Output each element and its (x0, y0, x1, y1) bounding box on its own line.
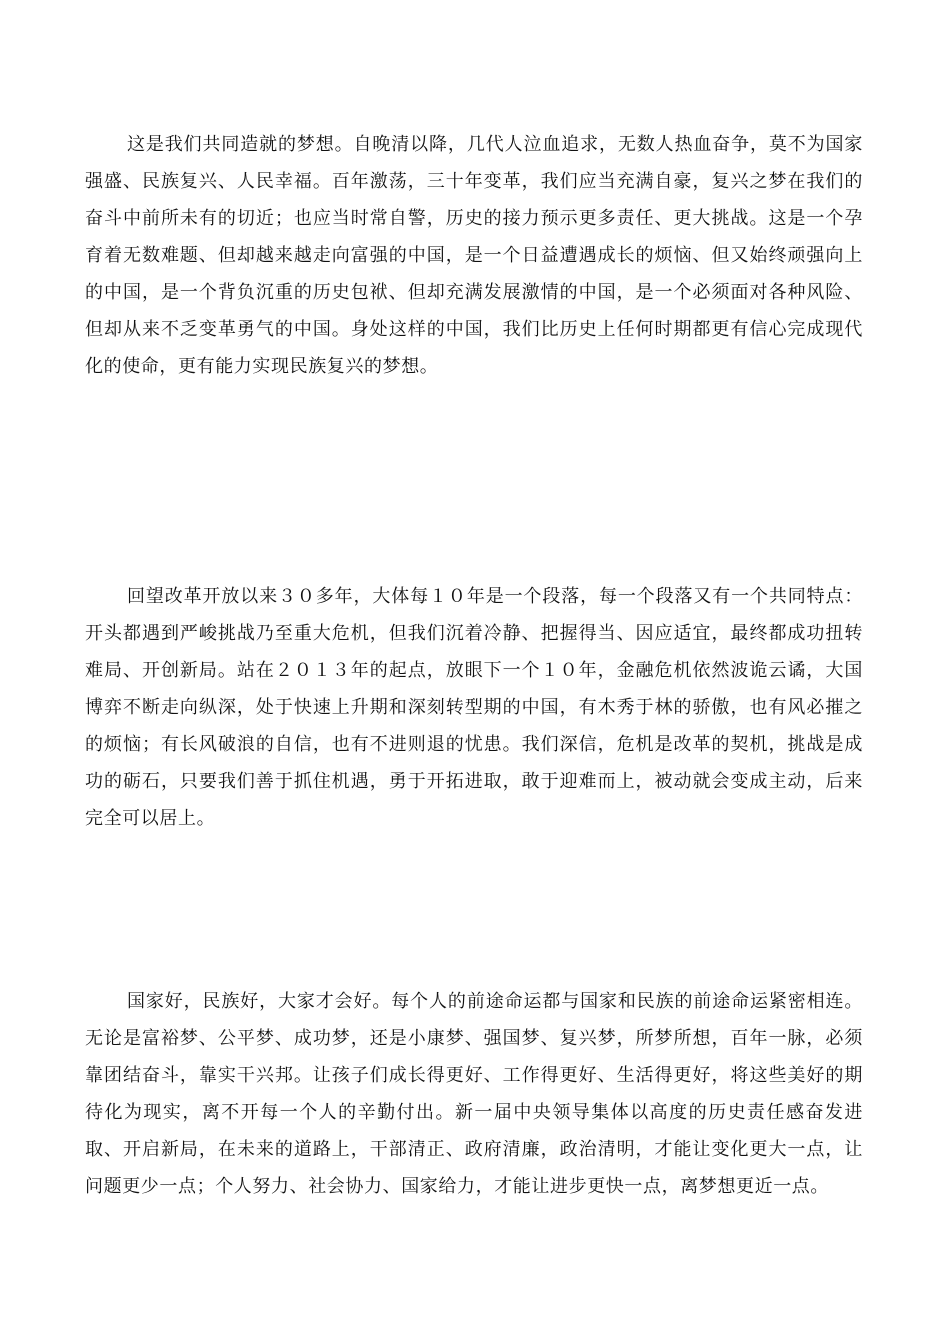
paragraph-2: 回望改革开放以来３０多年，大体每１０年是一个段落，每一个段落又有一个共同特点：开头都遇到严峻挑战乃至重大危机，但我们沉着冷静、把握得当、因应适宜，最终都成功扭转难局、开创新局。站在２０１３年的起点，放眼下一个１０年，金融危机依然波诡云谲，大国博弈不断走向纵深，处于快速上升期和深刻转型期的中国，有木秀于林的骄傲，也有风必摧之的烦恼；有长风破浪的自信，也有不进则退的忧患。我们深信，危机是改革的契机，挑战是成功的砺石，只要我们善于抓住机遇，勇于开拓进取，敢于迎难而上，被动就会变成主动，后来完全可以居上。 (85, 586, 863, 829)
paragraph-1: 这是我们共同造就的梦想。自晚清以降，几代人泣血追求，无数人热血奋争，莫不为国家强盛、民族复兴、人民幸福。百年激荡，三十年变革，我们应当充满自豪，复兴之梦在我们的奋斗中前所未有的切近；也应当时常自警，历史的接力预示更多责任、更大挑战。这是一个孕育着无数难题、但却越来越走向富强的中国，是一个日益遭遇成长的烦恼、但又始终顽强向上的中国，是一个背负沉重的历史包袱、但却充满发展激情的中国，是一个必须面对各种风险、但却从来不乏变革勇气的中国。身处这样的中国，我们比历史上任何时期都更有信心完成现代化的使命，更有能力实现民族复兴的梦想。 (85, 134, 863, 377)
paragraph-3: 国家好，民族好，大家才会好。每个人的前途命运都与国家和民族的前途命运紧密相连。无论是富裕梦、公平梦、成功梦，还是小康梦、强国梦、复兴梦，所梦所想，百年一脉，必须靠团结奋斗，靠实干兴邦。让孩子们成长得更好、工作得更好、生活得更好，将这些美好的期待化为现实，离不开每一个人的辛勤付出。新一届中央领导集体以高度的历史责任感奋发进取、开启新局，在未来的道路上，干部清正、政府清廉，政治清明，才能让变化更大一点，让问题更少一点；个人努力、社会协力、国家给力，才能让进步更快一点，离梦想更近一点。 (85, 991, 863, 1197)
